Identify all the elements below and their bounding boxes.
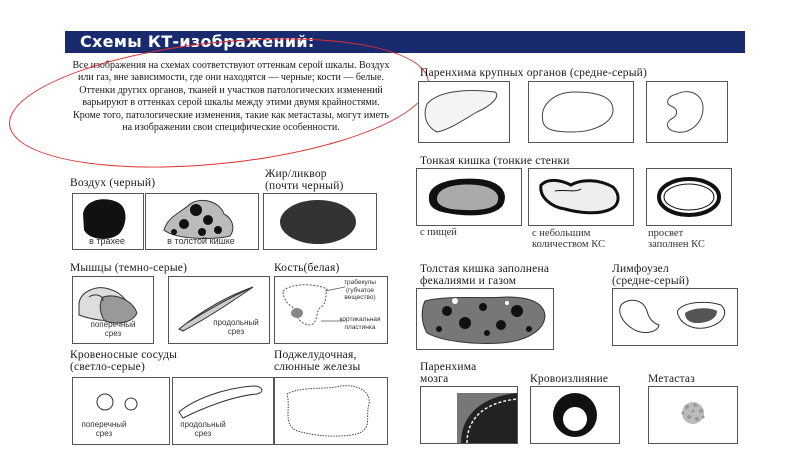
muscle-long-label: продольный срез [213,318,259,336]
large-bowel-figure [416,288,554,350]
vessels-title-1: Кровеносные сосуды [70,349,178,361]
small-bowel-little-cs-label-2: количеством КС [532,239,605,250]
lymph-title-1: Лимфоузел [612,263,669,275]
hemorrhage-title: Кровоизлияние [530,373,609,385]
parenchyma-kidney-figure [646,81,728,143]
metastasis-figure [648,386,738,444]
brain-title-1: Паренхима [420,361,477,373]
vessels-title-2: (светло-серые) [70,361,146,373]
small-bowel-lumen-label-1: просвет [648,228,684,239]
air-trachea-label: в трахее [89,236,125,246]
large-bowel-title-1: Толстая кишка заполнена [420,263,550,275]
metastasis-title: Метастаз [648,373,695,385]
brain-figure [420,386,518,444]
small-bowel-lumen-label-2: заполнен КС [648,239,705,250]
pancreas-figure [274,377,388,445]
bone-title: Кость(белая) [274,262,340,274]
muscle-cross-label: поперечный срез [90,320,136,338]
parenchyma-spleen-figure [528,81,634,143]
small-bowel-food-label: с пищей [420,227,457,238]
pancreas-title-1: Поджелудочная, [274,349,357,361]
fat-title-2: (почти черный) [265,180,344,192]
parenchyma-liver-figure [418,81,510,143]
intro-paragraph: Все изображения на схемах соответствуют оттенкам серой шкалы. Воздух или газ, вне зависимости, где они находятся — черные; кости — белые. Оттенки других органов, тканей и участков патологических изменений варьируют в оттенках серой шкалы между этими двумя крайностями. Кроме того, патологические изменения, такие как метастазы, могут иметь на изображении свои специфические особенности. [72,60,390,134]
slide-title: Схемы КТ-изображений: [80,32,315,51]
small-bowel-food-figure [416,168,522,226]
hemorrhage-figure [530,386,620,444]
lymph-figure [612,288,738,346]
bone-trabecula-label: трабекулы (губчатое вещество) [344,279,376,301]
small-bowel-lumen-figure [646,168,732,226]
air-title: Воздух (черный) [70,177,156,189]
small-bowel-title: Тонкая кишка (тонкие стенки [420,155,570,167]
vessels-cross-label: поперечный срез [81,420,127,438]
fat-title-1: Жир/ликвор [265,168,327,180]
bone-cortical-label: кортикальная пластинка [339,316,381,331]
muscle-title: Мышцы (темно-серые) [70,262,188,274]
large-bowel-title-2: фекалиями и газом [420,275,517,287]
fat-figure [263,193,377,250]
parenchyma-title: Паренхима крупных органов (средне-серый) [420,67,648,79]
small-bowel-little-cs-figure [528,168,634,226]
air-colon-label: в толстой кишке [167,236,235,246]
pancreas-title-2: слюнные железы [274,361,361,373]
vessels-long-label: продольный срез [180,420,226,438]
brain-title-2: мозга [420,373,449,385]
lymph-title-2: (средне-серый) [612,275,690,287]
small-bowel-little-cs-label-1: с небольшим [532,228,591,239]
